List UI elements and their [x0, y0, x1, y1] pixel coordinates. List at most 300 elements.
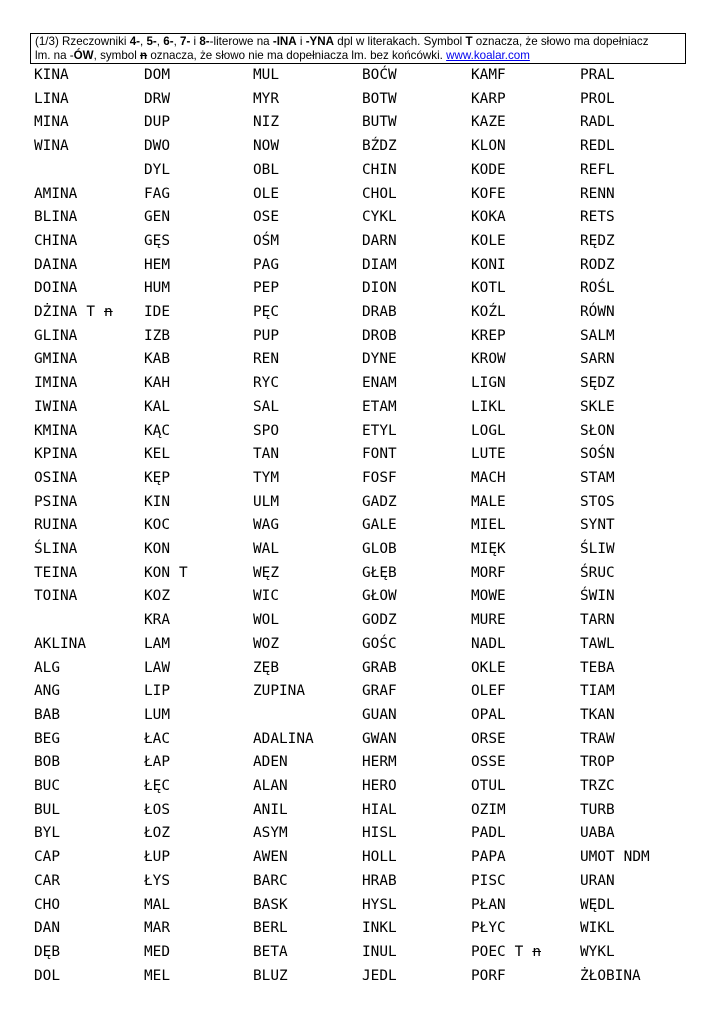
word-entry [144, 467, 170, 491]
word-text: MIEL [471, 517, 506, 534]
word-entry [471, 491, 506, 515]
word-entry [253, 894, 288, 918]
header-text: , [173, 35, 181, 48]
word-text: RENN [580, 185, 615, 202]
word-text: HISL [362, 825, 397, 842]
word-entry [253, 822, 288, 846]
word-text: KON [144, 564, 170, 581]
word-text: WAG [253, 517, 279, 534]
word-text: SOŚN [580, 446, 615, 463]
word-text: WIC [253, 588, 279, 605]
header-text: oznacza, że słowo ma dopełniacz [472, 35, 649, 48]
word-entry [34, 894, 60, 918]
word-entry [34, 514, 77, 538]
word-text: MINA [34, 114, 69, 131]
word-entry [144, 277, 170, 301]
word-text: RODZ [580, 256, 615, 273]
word-text: KMINA [34, 422, 78, 439]
word-text: ENAM [362, 375, 397, 392]
word-entry [362, 728, 397, 752]
word-entry [144, 514, 170, 538]
word-text: DŻINA [34, 304, 78, 320]
word-text: WĘZ [253, 564, 279, 581]
word-entry [362, 562, 397, 586]
word-text: ZUPINA [253, 683, 305, 700]
word-entry [471, 88, 506, 112]
word-text: TARN [580, 612, 615, 629]
word-text: BAB [34, 706, 60, 723]
word-text: CHIN [362, 161, 397, 178]
word-text: DION [362, 280, 397, 297]
word-text: DROB [362, 327, 397, 344]
word-text: BŹDZ [362, 138, 397, 155]
word-entry [34, 728, 60, 752]
word-text: GĘS [144, 232, 170, 249]
word-entry [144, 183, 170, 207]
word-text: ŁYS [144, 872, 170, 889]
word-text: BLUZ [253, 967, 288, 984]
word-text: PADL [471, 825, 506, 842]
word-tag: T [179, 564, 188, 581]
word-entry [471, 135, 506, 159]
word-text: DRW [144, 90, 170, 107]
word-text: RETS [580, 209, 615, 226]
word-entry [253, 941, 288, 965]
word-text: MORF [471, 564, 506, 581]
word-text: NIZ [253, 114, 279, 131]
word-text: WĘDL [580, 896, 615, 913]
word-entry [362, 64, 397, 88]
word-text: GŁOW [362, 588, 397, 605]
word-entry [253, 64, 279, 88]
word-entry [144, 396, 170, 420]
word-entry [362, 254, 397, 278]
word-text: KLON [471, 138, 506, 155]
word-entry [253, 491, 279, 515]
word-text: BEG [34, 730, 60, 747]
word-entry [580, 135, 615, 159]
word-text: MACH [471, 469, 506, 486]
word-text: OŚM [253, 232, 279, 249]
word-entry [362, 88, 397, 112]
word-entry [471, 467, 506, 491]
word-text: ETYL [362, 422, 397, 439]
word-text: KAMF [471, 67, 506, 83]
header-bold: ÓW [73, 49, 94, 62]
word-text: ANIL [253, 801, 288, 818]
word-entry [253, 917, 288, 941]
word-text: TAWL [580, 635, 615, 652]
word-entry [34, 88, 69, 112]
word-text: KAH [144, 375, 170, 392]
word-text: DARN [362, 232, 397, 249]
word-text: RĘDZ [580, 232, 615, 249]
word-entry [253, 183, 279, 207]
word-entry [471, 230, 506, 254]
word-entry [144, 420, 170, 444]
word-text: DYL [144, 161, 170, 178]
word-entry [362, 846, 397, 870]
word-text: KAZE [471, 114, 506, 131]
word-entry [362, 680, 397, 704]
word-entry [580, 799, 615, 823]
word-entry [362, 609, 397, 633]
word-entry [144, 64, 170, 88]
word-entry [253, 633, 279, 657]
header-text: , [140, 35, 147, 48]
word-entry [580, 325, 615, 349]
word-text: FAG [144, 185, 170, 202]
word-entry [144, 230, 170, 254]
word-text: MAL [144, 896, 170, 913]
word-text: DIAM [362, 256, 397, 273]
word-entry [34, 325, 77, 349]
word-entry [253, 562, 279, 586]
word-entry [471, 420, 506, 444]
word-entry [34, 348, 77, 372]
word-text: FOSF [362, 469, 397, 486]
word-entry [253, 396, 279, 420]
word-entry [580, 467, 615, 491]
word-text: TEINA [34, 564, 78, 581]
word-text: LIP [144, 683, 170, 700]
word-text: INUL [362, 943, 397, 960]
word-entry [580, 846, 650, 870]
word-text: SYNT [580, 517, 615, 534]
word-text: HOLL [362, 849, 397, 866]
word-text: KOFE [471, 185, 506, 202]
word-text: ASYM [253, 825, 288, 842]
word-entry [471, 348, 506, 372]
word-text: PŁYC [471, 920, 506, 937]
word-text: IZB [144, 327, 170, 344]
word-entry [471, 443, 506, 467]
word-entry [362, 514, 397, 538]
word-entry [253, 775, 288, 799]
word-text: CHINA [34, 232, 78, 249]
word-text: PAPA [471, 849, 506, 866]
word-text: UMOT [580, 849, 615, 866]
word-entry [471, 277, 506, 301]
word-text: WAL [253, 541, 279, 557]
word-entry [471, 941, 541, 965]
word-text: OLEF [471, 683, 506, 700]
word-text: OSSE [471, 754, 506, 771]
header-text: i [190, 35, 200, 48]
word-text: ŁAP [144, 754, 170, 771]
word-entry [34, 633, 86, 657]
word-entry [471, 538, 506, 562]
word-tag: T [86, 304, 95, 320]
word-text: IWINA [34, 398, 78, 415]
word-entry [471, 894, 506, 918]
word-entry [362, 965, 397, 989]
word-entry [471, 822, 506, 846]
word-entry [362, 111, 397, 135]
word-entry [471, 870, 506, 894]
word-entry [34, 538, 77, 562]
word-entry [253, 88, 279, 112]
word-text: OPAL [471, 706, 506, 723]
word-text: KĘP [144, 469, 170, 486]
word-entry [144, 894, 170, 918]
word-text: PĘC [253, 304, 279, 320]
word-entry [253, 230, 279, 254]
word-entry [34, 183, 77, 207]
word-entry [34, 230, 77, 254]
word-entry [471, 372, 506, 396]
word-text: PISC [471, 872, 506, 889]
word-entry [253, 325, 279, 349]
word-tag: T [514, 943, 524, 960]
word-entry [471, 609, 506, 633]
word-text: CHOL [362, 185, 397, 202]
word-entry [362, 206, 397, 230]
word-text: WIKL [580, 920, 615, 937]
word-entry [362, 230, 397, 254]
word-text: URAN [580, 872, 615, 889]
word-text: RADL [580, 114, 615, 131]
word-text: STOS [580, 493, 615, 510]
word-entry [471, 301, 506, 325]
word-text: KINA [34, 67, 69, 83]
word-entry [253, 657, 279, 681]
word-entry [471, 64, 506, 88]
word-entry [144, 135, 170, 159]
word-entry [580, 206, 615, 230]
word-text: GRAB [362, 659, 397, 676]
word-text: KROW [471, 351, 506, 368]
word-entry [253, 372, 279, 396]
word-text: MALE [471, 493, 506, 510]
word-entry [144, 562, 188, 586]
header-bold: -INA [272, 35, 297, 48]
word-text: MYR [253, 90, 279, 107]
word-text: TOINA [34, 588, 78, 605]
header-bold: 7- [180, 35, 191, 48]
word-text: LAW [144, 659, 170, 676]
word-entry [253, 443, 279, 467]
word-entry [253, 135, 279, 159]
word-entry [471, 965, 506, 989]
word-entry [471, 183, 506, 207]
word-entry [362, 467, 397, 491]
word-entry [471, 562, 506, 586]
word-entry [144, 633, 170, 657]
word-text: TAN [253, 446, 279, 463]
word-text: HERO [362, 778, 397, 794]
word-entry [253, 301, 279, 325]
word-entry [362, 585, 397, 609]
word-entry [471, 799, 506, 823]
word-entry [144, 965, 170, 989]
word-entry [144, 301, 170, 325]
word-entry [253, 254, 279, 278]
word-text: KPINA [34, 446, 78, 463]
word-entry [144, 846, 170, 870]
word-text: FONT [362, 446, 397, 463]
header-bold: 5- [146, 35, 157, 48]
word-entry [34, 846, 60, 870]
word-entry [580, 751, 615, 775]
word-text: OBL [253, 161, 279, 178]
word-text: HUM [144, 280, 170, 297]
word-entry [471, 917, 506, 941]
worksheet-header [30, 33, 686, 64]
word-entry [34, 396, 77, 420]
word-entry [580, 372, 615, 396]
word-entry [362, 538, 397, 562]
word-entry [34, 562, 77, 586]
word-text: DOL [34, 967, 60, 984]
word-text: UABA [580, 825, 615, 842]
word-entry [580, 514, 615, 538]
word-entry [144, 443, 170, 467]
word-entry [580, 870, 615, 894]
word-entry [362, 657, 397, 681]
word-tag: NDM [623, 849, 650, 866]
word-text: BOĆW [362, 67, 397, 83]
word-entry [144, 917, 170, 941]
word-text: LUTE [471, 446, 506, 463]
word-text: RUINA [34, 517, 78, 534]
word-entry [362, 894, 397, 918]
header-line-1 [35, 35, 681, 49]
word-entry [362, 491, 397, 515]
koalar-link[interactable]: www.koalar.com [446, 49, 530, 62]
word-text: ŁĘC [144, 778, 170, 794]
word-entry [253, 751, 288, 775]
word-text: KOC [144, 517, 170, 534]
word-text: PROL [580, 90, 615, 107]
word-text: AWEN [253, 849, 288, 866]
word-entry [34, 585, 77, 609]
word-entry [144, 372, 170, 396]
word-text: TIAM [580, 683, 615, 700]
word-entry [253, 348, 279, 372]
word-text: STAM [580, 469, 615, 486]
word-entry [34, 941, 60, 965]
word-text: DYNE [362, 351, 397, 368]
word-entry [34, 420, 77, 444]
word-text: ROŚL [580, 280, 615, 297]
word-text: ŁOS [144, 801, 170, 818]
word-entry [580, 254, 615, 278]
word-text: GWAN [362, 730, 397, 747]
word-text: ALAN [253, 778, 288, 794]
word-entry [362, 420, 397, 444]
word-entry [580, 443, 615, 467]
word-entry [471, 206, 506, 230]
word-text: KODE [471, 161, 506, 178]
word-entry [144, 680, 170, 704]
word-text: DAINA [34, 256, 78, 273]
word-text: ORSE [471, 730, 506, 747]
word-entry [362, 183, 397, 207]
word-text: JEDL [362, 967, 397, 984]
word-entry [580, 894, 615, 918]
word-text: KOTL [471, 280, 506, 297]
word-text: SAL [253, 398, 279, 415]
word-text: IDE [144, 304, 170, 320]
word-entry [471, 775, 506, 799]
word-entry [362, 941, 397, 965]
word-entry [144, 585, 170, 609]
word-text: BUTW [362, 114, 397, 131]
word-text: OZIM [471, 801, 506, 818]
word-entry [34, 254, 77, 278]
word-text: TURB [580, 801, 615, 818]
word-text: AMINA [34, 185, 78, 202]
header-bold: 6- [163, 35, 174, 48]
word-entry [362, 917, 397, 941]
word-entry [34, 751, 60, 775]
word-text: ŻŁOBINA [580, 967, 641, 984]
word-text: HRAB [362, 872, 397, 889]
word-text: BOB [34, 754, 60, 771]
word-text: LIKL [471, 398, 506, 415]
word-entry [253, 467, 279, 491]
word-entry [362, 277, 397, 301]
header-bold: 4- [129, 35, 141, 48]
word-text: DOINA [34, 280, 78, 297]
header-bold: T [465, 35, 473, 48]
word-text: HYSL [362, 896, 397, 913]
word-entry [362, 633, 397, 657]
word-entry [144, 870, 170, 894]
header-text: dpl w literakach. Symbol [334, 35, 466, 48]
word-text: RYC [253, 375, 279, 392]
word-entry [580, 704, 615, 728]
word-entry [471, 325, 506, 349]
header-text: lm. na - [35, 49, 74, 62]
word-entry [144, 941, 170, 965]
word-entry [471, 585, 506, 609]
word-text: GADZ [362, 493, 397, 510]
word-text: SŁON [580, 422, 615, 439]
word-text: SĘDZ [580, 375, 615, 392]
word-text: MEL [144, 967, 170, 984]
header-bold: n [140, 49, 148, 62]
word-entry [144, 206, 170, 230]
word-text: KAL [144, 398, 170, 415]
word-text: DĘB [34, 943, 60, 960]
word-text: PSINA [34, 493, 78, 510]
word-entry [144, 775, 170, 799]
word-text: BARC [253, 872, 288, 889]
word-entry [253, 585, 279, 609]
word-text: REN [253, 351, 279, 368]
word-entry [34, 467, 77, 491]
word-entry [471, 633, 506, 657]
word-text: TEBA [580, 659, 615, 676]
word-entry [34, 206, 77, 230]
word-text: PŁAN [471, 896, 506, 913]
word-text: HIAL [362, 801, 397, 818]
word-text: LIGN [471, 375, 506, 392]
word-text: CAR [34, 872, 60, 889]
word-entry [580, 88, 615, 112]
word-entry [362, 372, 397, 396]
word-text: DOM [144, 67, 170, 83]
word-text: DRAB [362, 304, 397, 320]
word-entry [471, 704, 506, 728]
word-entry [580, 396, 615, 420]
word-text: PRAL [580, 67, 615, 83]
word-entry [34, 372, 77, 396]
word-text: OSE [253, 209, 279, 226]
word-text: ANG [34, 683, 60, 700]
